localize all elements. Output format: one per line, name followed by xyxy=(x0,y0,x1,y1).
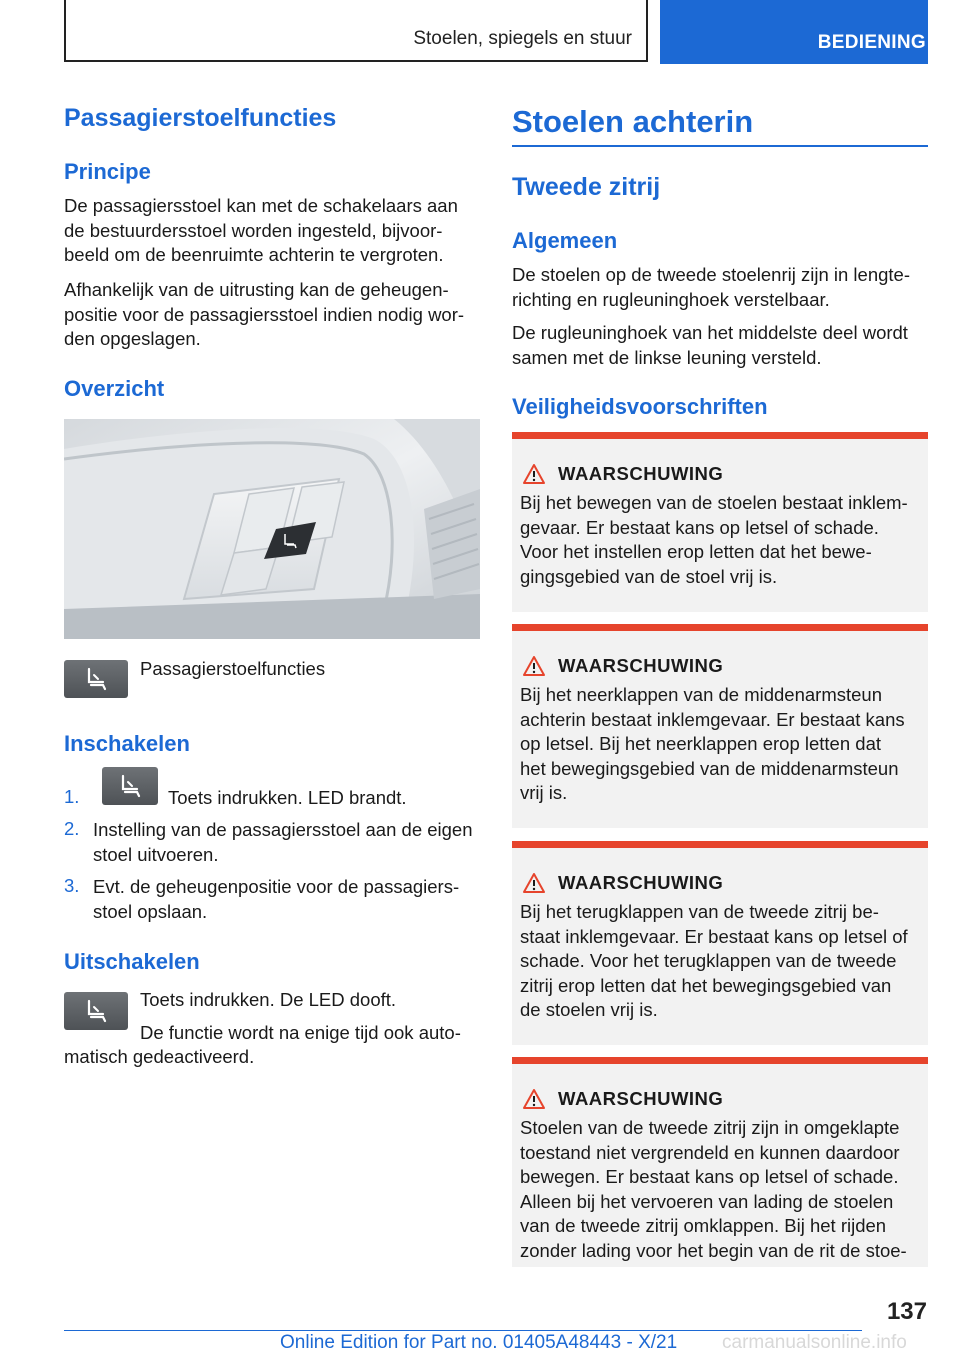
text-line: gevaar. Er bestaat kans op letsel of schade. xyxy=(520,516,879,538)
principle-heading: Principe xyxy=(64,159,151,184)
warning-triangle-icon xyxy=(522,872,546,894)
text-line: het bewegingsgebied van de middenarmsteun xyxy=(520,757,899,779)
footer-rule xyxy=(64,1330,862,1331)
text-line: De rugleuninghoek van het middelste deel wordt xyxy=(512,322,908,343)
step-text xyxy=(93,818,485,867)
warning-header xyxy=(522,655,724,679)
page-number: 137 xyxy=(886,1298,927,1325)
text-line: positie voor de passagiersstoel indien nodig wor- xyxy=(64,303,465,325)
text-line: achterin bestaat inklemgevaar. Er bestaat kans xyxy=(520,708,905,730)
text-line: toestand niet vergrendeld en kunnen daardoor xyxy=(520,1141,900,1163)
text-line: de bestuurdersstoel worden ingesteld, bijvoor- xyxy=(64,219,443,241)
warning-text xyxy=(520,683,924,806)
chapter-tab xyxy=(660,0,928,64)
warning-header xyxy=(522,872,724,896)
section-tab xyxy=(64,0,648,62)
warning-triangle-icon xyxy=(522,463,546,485)
warning-text xyxy=(520,900,924,1023)
right-title: Stoelen achterin xyxy=(512,104,754,139)
text-line: Instelling van de passagiersstoel aan de eigen xyxy=(93,819,473,840)
text-line: stoel uitvoeren. xyxy=(93,843,219,865)
warning-header xyxy=(522,1088,724,1112)
overview-heading: Overzicht xyxy=(64,376,165,401)
warning-triangle-icon xyxy=(522,1088,546,1110)
text-line: Voor het instellen erop letten dat het bewe- xyxy=(520,541,872,562)
text-line: beeld om de beenruimte achterin te vergroten. xyxy=(64,244,444,265)
seat-icon xyxy=(117,774,143,798)
text-line: staat inklemgevaar. Er bestaat kans op letsel of xyxy=(520,925,908,947)
warning-box xyxy=(512,624,928,828)
text-line: op letsel. Bij het neerklappen erop letten dat xyxy=(520,733,881,754)
text-line: gingsgebied van de stoel vrij is. xyxy=(520,565,778,587)
warning-label: WAARSCHUWING xyxy=(558,1088,724,1109)
watermark: carmanualsonline.info xyxy=(722,1332,907,1353)
text-line: zitrij erop letten dat het bewegingsgebied van xyxy=(520,974,892,996)
step-text: Toets indrukken. LED brandt. xyxy=(168,787,407,808)
disable-heading: Uitschakelen xyxy=(64,949,200,974)
safety-heading: Veiligheidsvoorschriften xyxy=(512,394,768,419)
text-line: Afhankelijk van de uitrusting kan de geheugen- xyxy=(64,279,449,300)
text-line: van de tweede zitrij omklappen. Bij het rijden xyxy=(520,1215,887,1236)
disable-text: De functie wordt na enige tijd ook auto- xyxy=(140,1022,461,1043)
warning-header xyxy=(522,463,724,487)
seat-function-button-image xyxy=(102,767,158,805)
disable-text: matisch gedeactiveerd. xyxy=(64,1046,255,1067)
title-rule xyxy=(512,145,928,147)
enable-heading: Inschakelen xyxy=(64,731,190,756)
text-line: bewegen. Er bestaat kans op letsel of schade. xyxy=(520,1166,899,1187)
left-title: Passagierstoelfuncties xyxy=(64,104,337,132)
text-line: samen met de linkse leuning versteld. xyxy=(512,346,822,368)
text-line: Bij het terugklappen van de tweede zitrij be- xyxy=(520,901,879,922)
door-panel-illustration xyxy=(64,419,480,639)
photo-caption: Passagierstoelfuncties xyxy=(140,658,326,679)
text-line: zonder lading voor het begin van de rit de stoe- xyxy=(520,1239,907,1261)
text-line: Bij het bewegen van de stoelen bestaat inklem- xyxy=(520,492,908,513)
text-line: De passagiersstoel kan met de schakelaars aan xyxy=(64,195,458,216)
text-line: den opgeslagen. xyxy=(64,328,201,349)
step-text xyxy=(93,875,485,924)
warning-label: WAARSCHUWING xyxy=(558,655,724,676)
subtitle: Tweede zitrij xyxy=(512,173,661,201)
text-line: Stoelen van de tweede zitrij zijn in omgeklapte xyxy=(520,1117,900,1138)
text-line: schade. Voor het terugklappen van de tweede xyxy=(520,950,897,971)
text-line: vrij is. xyxy=(520,782,568,803)
warning-text xyxy=(520,491,924,589)
text-line: Alleen bij het vervoeren van lading de stoelen xyxy=(520,1190,894,1212)
text-line: Bij het neerklappen van de middenarmsteun xyxy=(520,684,883,705)
text-line: De stoelen op de tweede stoelenrij zijn in lengte- xyxy=(512,264,910,285)
step-number: 1. xyxy=(64,786,80,807)
principle-paragraph-2 xyxy=(64,278,480,352)
disable-text: Toets indrukken. De LED dooft. xyxy=(140,989,397,1010)
general-heading: Algemeen xyxy=(512,228,618,253)
text-line: richting en rugleuninghoek verstelbaar. xyxy=(512,288,830,310)
principle-paragraph-1 xyxy=(64,194,480,268)
text-line: Evt. de geheugenpositie voor de passagiers- xyxy=(93,876,460,897)
general-paragraph-2 xyxy=(512,321,932,370)
edition-text: Online Edition for Part no. 01405A48443 - X/21 xyxy=(280,1332,678,1353)
general-paragraph-1 xyxy=(512,263,932,312)
chapter-title: BEDIENING xyxy=(817,32,926,53)
warning-box xyxy=(512,432,928,612)
seat-function-button-image xyxy=(64,660,128,698)
seat-function-button-image xyxy=(64,992,128,1030)
door-panel-photo xyxy=(64,419,480,639)
seat-icon xyxy=(83,999,109,1023)
text-line: stoel opslaan. xyxy=(93,900,208,922)
warning-label: WAARSCHUWING xyxy=(558,872,724,893)
step-number: 3. xyxy=(64,875,80,896)
warning-triangle-icon xyxy=(522,655,546,677)
text-line: de stoelen vrij is. xyxy=(520,999,658,1020)
page-header xyxy=(64,0,928,64)
section-title: Stoelen, spiegels en stuur xyxy=(413,28,632,49)
warning-box xyxy=(512,841,928,1045)
warning-box xyxy=(512,1057,928,1267)
step-number: 2. xyxy=(64,818,80,839)
warning-text xyxy=(520,1116,924,1263)
seat-icon xyxy=(83,667,109,691)
warning-label: WAARSCHUWING xyxy=(558,463,724,484)
